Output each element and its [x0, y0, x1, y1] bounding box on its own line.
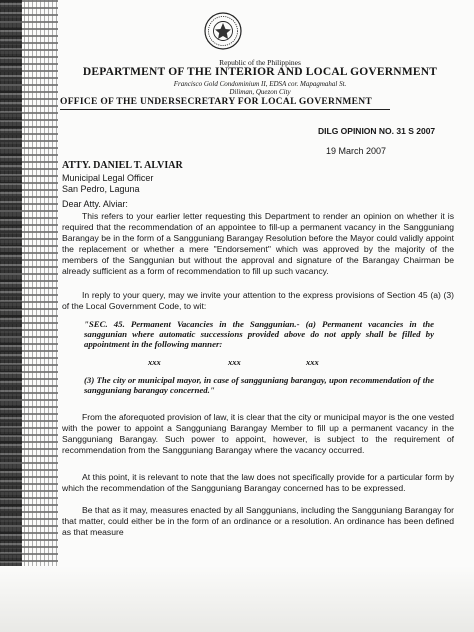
scan-artifact-edge [0, 0, 22, 632]
address-line-2: Diliman, Quezon City [229, 88, 291, 96]
department-name: DEPARTMENT OF THE INTERIOR AND LOCAL GOVERNMENT [82, 66, 438, 78]
salutation: Dear Atty. Alviar: [62, 199, 128, 209]
omission-mark: xxx [228, 357, 241, 367]
paragraph-4: At this point, it is relevant to note that the law does not specifically provide for a particular form by which the recommendation of the Sangguniang Barangay concerned has to be expressed. [62, 472, 454, 493]
addressee-name: ATTY. DANIEL T. ALVIAR [62, 160, 183, 171]
paragraph-1: This refers to your earlier letter requesting this Department to render an opinion on whether it is required that the recommendation of an appointee to fill-up a permanent vacancy in the Sangguniang Barangay be in the form of a Sangguniang Barangay Resolution before the Mayor could validly appoint the replacement or whether a mere "Endorsement" which was approved by the majority of the members of the Sanggunian but without the approval and signature of the Barangay Chairman be already sufficient as a form of recommendation to fill up such vacancy. [62, 211, 454, 276]
paragraph-5: Be that as it may, measures enacted by all Sanggunians, including the Sangguniang Barangay for that matter, could either be in the form of an ordinance or a resolution. An ordinance has been defined as that measure [62, 505, 454, 537]
dilg-seal-icon [204, 12, 242, 50]
opinion-number: DILG OPINION NO. 31 S 2007 [318, 126, 436, 136]
paragraph-3: From the aforequoted provision of law, it is clear that the city or municipal mayor is the one vested with the power to appoint a Sangguniang Barangay Member to fill up a permanent vacancy in the Sangguniang Barangay. Such power to appoint, however, is subject to the requirement of recommendation from the Sangguniang Barangay where the vacancy occurred. [62, 412, 454, 455]
quoted-provision-section-45: "SEC. 45. Permanent Vacancies in the Sanggunian.- (a) Permanent vacancies in the sanggunian where automatic successions provided above do not apply shall be filled by appointment in the following manner: [84, 319, 434, 350]
quoted-provision-item-3: (3) The city or municipal mayor, in case of sangguniang barangay, upon recommendation of the sangguniang barangay concerned." [84, 375, 434, 396]
omission-mark: xxx [148, 357, 161, 367]
addressee-location: San Pedro, Laguna [62, 184, 140, 194]
scan-artifact-bottom [0, 566, 474, 632]
addressee-position: Municipal Legal Officer [62, 173, 154, 183]
paragraph-2: In reply to your query, may we invite your attention to the express provisions of Section 45 (a) (3) of the Local Government Code, to wit: [62, 290, 454, 311]
omission-mark: xxx [306, 357, 319, 367]
address-line-1: Francisco Gold Condominium II, EDSA cor. Mapagmahal St. [173, 80, 347, 88]
letter-date: 19 March 2007 [326, 146, 387, 156]
office-title: OFFICE OF THE UNDERSECRETARY FOR LOCAL GOVERNMENT [60, 97, 390, 110]
republic-line: Republic of the Philippines [219, 58, 301, 67]
